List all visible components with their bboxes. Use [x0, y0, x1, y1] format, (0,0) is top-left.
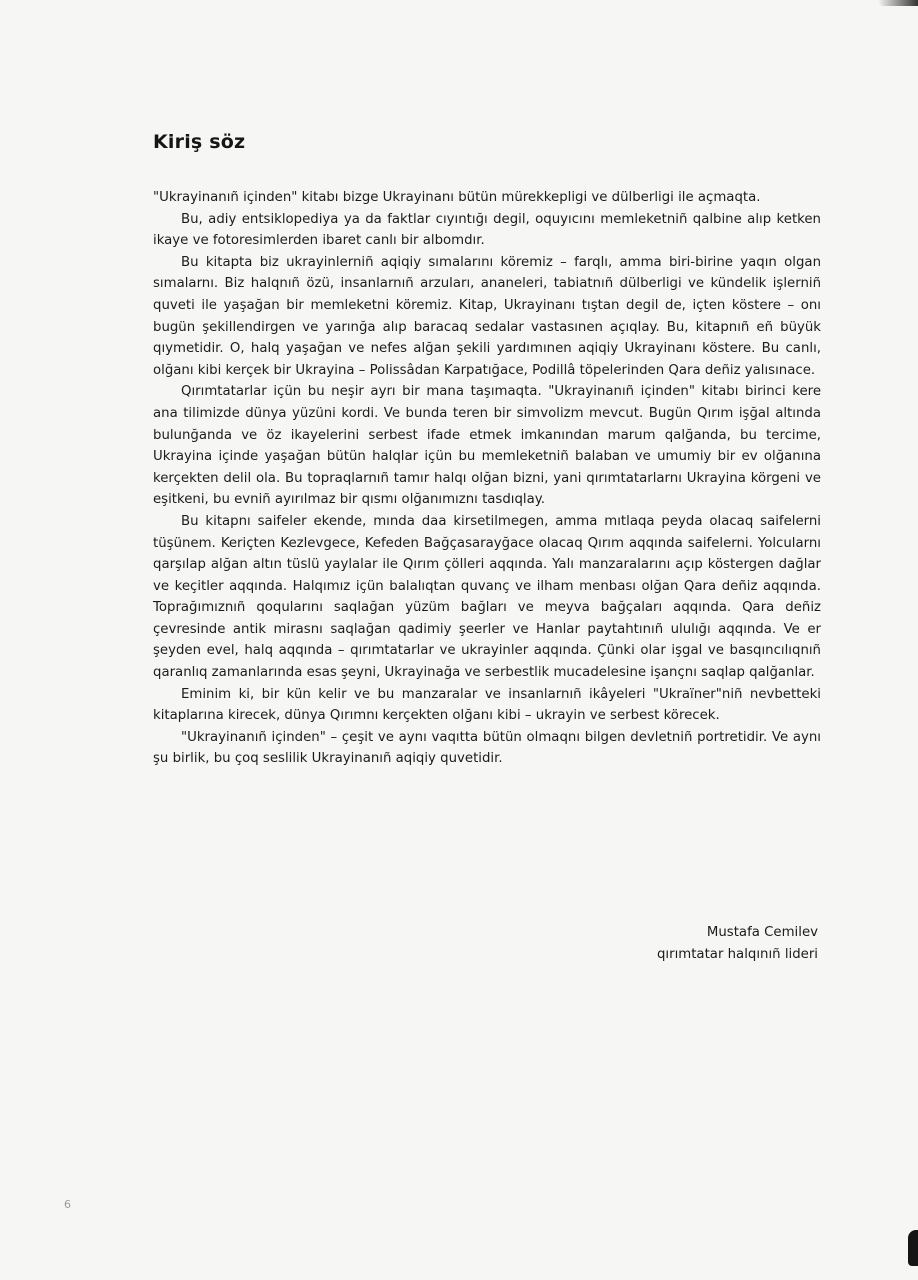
- author-name: Mustafa Cemilev: [706, 925, 818, 940]
- page-edge-shadow-bottom: [908, 1230, 918, 1266]
- paragraph-7: "Ukrayinanıñ içinden" – çeşit ve aynı vaqıtta bütün olmaqnı bilgen devletniñ portretidir. Ve aynı şu birlik, bu çoq seslilik Ukrayinanıñ aqiqiy quvetidir.: [153, 729, 821, 767]
- signature-block: [657, 922, 818, 965]
- body-text: [153, 187, 821, 770]
- paragraph-2: Bu, adiy entsiklopediya ya da faktlar cıyıntığı degil, oquyıcını memleketniñ qalbine alıp ketken ikaye ve fotoresimlerden ibaret canlı bir albomdır.: [153, 211, 821, 249]
- page-edge-shadow-top: [878, 0, 918, 6]
- page-number: 6: [64, 1198, 71, 1211]
- paragraph-1: "Ukrayinanıñ içinden" kitabı bizge Ukrayinanı bütün mürekkepligi ve dülberligi ile açmaqta.: [153, 190, 761, 205]
- paragraph-6: Eminim ki, bir kün kelir ve bu manzaralar ve insanlarnıñ ikâyeleri "Ukraïner"niñ nevbetteki kitaplarına kirecek, dünya Qırımnı kerçekten olğanı kibi – ukrayin ve serbest körecek.: [153, 686, 821, 724]
- page-heading: Kiriş söz: [153, 131, 246, 153]
- paragraph-4: Qırımtatarlar içün bu neşir ayrı bir mana taşımaqta. "Ukrayinanıñ içinden" kitabı birinci kere ana tilimizde dünya yüzüni kordi. Ve bunda teren bir simvolizm mevcut. Bugün Qırım işğal altında bulunğanda ve öz ikayelerini serbest ifade etmek imkanından marum qalğanda, bu tercime, Ukrayina içinde yaşağan bütün halqlar içün bu memleketniñ balaban ve umumiy bir ev olğanına kerçekten delil ola. Bu topraqlarnıñ tamır halqı olğan bizni, yani qırımtatarlarnı Ukrayina körgeni ve eşitkeni, bu evniñ ayırılmaz bir qısmı olğanımıznı tasdıqlay.: [153, 384, 821, 508]
- paragraph-3: Bu kitapta biz ukrayinlerniñ aqiqiy sımalarını köremiz – farqlı, amma biri-birine yaqın olgan sımalarnı. Biz halqnıñ özü, insanlarnıñ arzuları, ananeleri, tabiatnıñ dülberligi ve kündelik işlerniñ quveti ile yaşağan bir memleketni köremiz. Kitap, Ukrayinanı tıştan degil de, içten köstere – onı bugün şekillendirgen ve yarınğa alıp baracaq sedalar vastasınen açıqlay. Bu, kitapnıñ eñ büyük qıymetidir. O, halq yaşağan ve nefes alğan şekili yardımınen aqiqiy Ukrayinanı köstere. Bu canlı, olğanı kibi kerçek bir Ukrayina – Polissâdan Karpatığace, Podillâ töpelerinden Qara deñiz yalısınace.: [153, 254, 821, 378]
- paragraph-5: Bu kitapnı saifeler ekende, mında daa kirsetilmegen, amma mıtlaqa peyda olacaq saifelerni tüşünem. Keriçten Kezlevgece, Kefeden Bağçasarayğace olacaq Qırım aqqında saifelerni. Yolcularnı qarşılap alğan altın tüslü yaylalar ile Qırım çölleri aqqında. Yalı manzaralarını açıp köstergen dağlar ve keçitler aqqında. Halqımız içün balalıqtan quvanç ve ilham menbası olğan Qara deñiz aqqında. Toprağımıznıñ qoqularını saqlağan yüzüm bağları ve meyva bağçaları aqqında. Qara deñiz çevresinde antik mirasnı saqlağan qadimiy şeerler ve Hanlar paytahtınıñ ululığı aqqında. Ve er şeyden evel, halq aqqında – qırımtatarlar ve ukrayinler aqqında. Çünki olar işgal ve basqıncılıqnıñ qaranlıq zamanlarında esas şeyni, Ukrayinağa ve serbestlik mucadelesine işançnı saqlap qalğanlar.: [153, 513, 821, 681]
- author-title: qırımtatar halqınıñ lideri: [656, 946, 818, 962]
